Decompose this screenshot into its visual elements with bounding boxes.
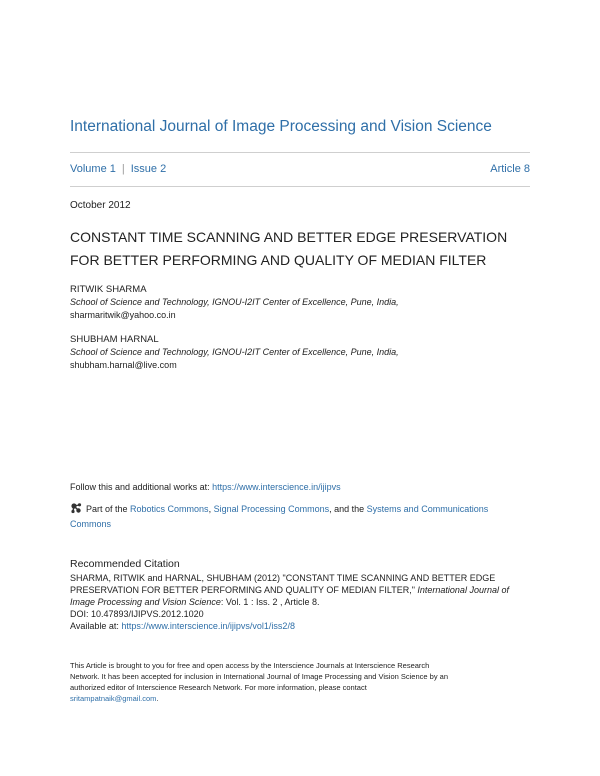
available-label: Available at: — [70, 621, 122, 631]
citation-line — [70, 596, 540, 608]
citation-line — [70, 584, 540, 596]
publication-date: October 2012 — [70, 200, 131, 211]
footer-line — [70, 693, 540, 704]
author-email: sharmaritwik@yahoo.co.in — [70, 310, 176, 320]
citation-line: SHARMA, RITWIK and HARNAL, SHUBHAM (2012) "CONSTANT TIME SCANNING AND BETTER EDGE — [70, 573, 496, 583]
author-name: RITWIK SHARMA — [70, 284, 147, 295]
footer-period: . — [156, 694, 159, 703]
article-link[interactable]: Article 8 — [490, 163, 530, 175]
divider — [70, 186, 530, 187]
footer-line: This Article is brought to you for free and open access by the Interscience Journals at Interscience Research — [70, 661, 430, 670]
issue-link[interactable]: Issue 2 — [130, 163, 167, 175]
citation-doi: DOI: 10.47893/IJIPVS.2012.1020 — [70, 609, 204, 619]
title-line: CONSTANT TIME SCANNING AND BETTER EDGE PRESERVATION — [70, 229, 508, 245]
follow-link[interactable]: https://www.interscience.in/ijipvs — [212, 482, 341, 492]
author-affiliation: School of Science and Technology, IGNOU-I2IT Center of Excellence, Pune, India, — [70, 297, 399, 307]
divider — [70, 152, 530, 153]
part-of-prefix: Part of the — [86, 504, 131, 514]
separator: | — [121, 163, 125, 175]
contact-email-link[interactable]: sritampatnaik@gmail.com — [70, 694, 157, 703]
part-of-line — [70, 502, 540, 532]
follow-text: Follow this and additional works at: — [70, 482, 213, 492]
part-of-sep: , — [208, 504, 214, 514]
volume-link[interactable]: Volume 1 — [70, 163, 116, 175]
available-link[interactable]: https://www.interscience.in/ijipvs/vol1/iss2/8 — [121, 621, 295, 631]
systems-communications-commons-link[interactable]: Commons — [70, 519, 112, 529]
footer-line: Network. It has been accepted for inclusion in International Journal of Image Processing and Vision Science by an — [70, 672, 448, 681]
footer-line: authorized editor of Interscience Research Network. For more information, please contact — [70, 683, 367, 692]
robotics-commons-link[interactable]: Robotics Commons — [130, 504, 209, 514]
author-block — [70, 283, 540, 322]
title-line: FOR BETTER PERFORMING AND QUALITY OF MEDIAN FILTER — [70, 252, 487, 268]
follow-line — [70, 482, 540, 492]
volume-issue — [70, 163, 166, 175]
recommended-citation-heading: Recommended Citation — [70, 558, 180, 570]
citation-text: PRESERVATION FOR BETTER PERFORMING AND QUALITY OF MEDIAN FILTER," — [70, 585, 418, 595]
citation-text: : Vol. 1 : Iss. 2 , Article 8. — [220, 597, 320, 607]
systems-communications-commons-link[interactable]: Systems and Communications — [366, 504, 489, 514]
citation-block — [70, 572, 540, 632]
article-title — [70, 226, 540, 272]
part-of-sep: , and the — [329, 504, 367, 514]
signal-processing-commons-link[interactable]: Signal Processing Commons — [213, 504, 330, 514]
author-name: SHUBHAM HARNAL — [70, 334, 159, 345]
journal-title[interactable]: International Journal of Image Processing and Vision Science — [70, 118, 492, 135]
author-block — [70, 333, 540, 372]
author-email: shubham.harnal@live.com — [70, 360, 177, 370]
citation-journal: International Journal of — [417, 585, 509, 595]
citation-journal: Image Processing and Vision Science — [70, 597, 221, 607]
footer-notice — [70, 660, 540, 704]
network-icon — [70, 502, 82, 514]
author-affiliation: School of Science and Technology, IGNOU-I2IT Center of Excellence, Pune, India, — [70, 347, 399, 357]
citation-available — [70, 620, 540, 632]
issue-row — [70, 163, 530, 175]
